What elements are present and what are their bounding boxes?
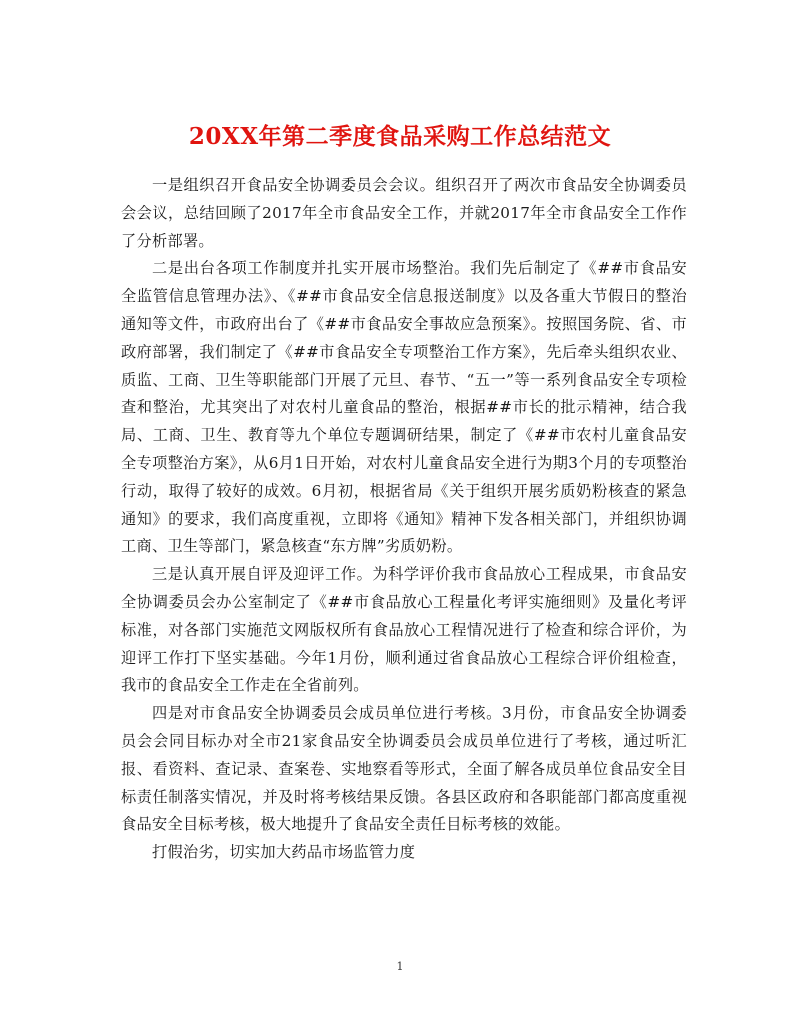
paragraph-3: 三是认真开展自评及迎评工作。为科学评价我市食品放心工程成果，市食品安全协调委员会办公室制定了《##市食品放心工程量化考评实施细则》及量化考评标准，对各部门实施范文网版权所有食品放心工程情况进行了检查和综合评价，为迎评工作打下坚实基础。今年1月份，顺利通过省食品放心工程综合评价组检查，我市的食品安全工作走在全省前列。 <box>121 565 687 695</box>
page-number: 1 <box>396 960 404 973</box>
paragraph-2: 二是出台各项工作制度并扎实开展市场整治。我们先后制定了《##市食品安全监管信息管理办法》、《##市食品安全信息报送制度》以及各重大节假日的整治通知等文件，市政府出台了《##市食品安全事故应急预案》。按照国务院、省、市政府部署，我们制定了《##市食品安全专项整治工作方案》，先后牵头组织农业、质监、工商、卫生等职能部门开展了元旦、春节、“五一”等一系列食品安全专项检查和整治，尤其突出了对农村儿童食品的整治，根据##市长的批示精神，结合我局、工商、卫生、教育等九个单位专题调研结果，制定了《##市农村儿童食品安全专项整治方案》，从6月1日开始，对农村儿童食品安全进行为期3个月的专项整治行动，取得了较好的成效。6月初，根据省局《关于组织开展劣质奶粉核查的紧急通知》的要求，我们高度重视，立即将《通知》精神下发各相关部门，并组织协调工商、卫生等部门，紧急核查“东方牌”劣质奶粉。 <box>121 259 687 556</box>
document-body <box>121 172 687 867</box>
paragraph-4: 四是对市食品安全协调委员会成员单位进行考核。3月份，市食品安全协调委员会会同目标办对全市21家食品安全协调委员会成员单位进行了考核，通过听汇报、看资料、查记录、查案卷、实地察看等形式，全面了解各成员单位食品安全目标责任制落实情况，并及时将考核结果反馈。各县区政府和各职能部门都高度重视食品安全目标考核，极大地提升了食品安全责任目标考核的效能。 <box>121 704 687 834</box>
document-title: 20XX年第二季度食品采购工作总结范文 <box>188 123 612 151</box>
paragraph-1: 一是组织召开食品安全协调委员会会议。组织召开了两次市食品安全协调委员会会议，总结回顾了2017年全市食品安全工作，并就2017年全市食品安全工作作了分析部署。 <box>121 176 687 250</box>
paragraph-5: 打假治劣，切实加大药品市场监管力度 <box>152 843 416 862</box>
